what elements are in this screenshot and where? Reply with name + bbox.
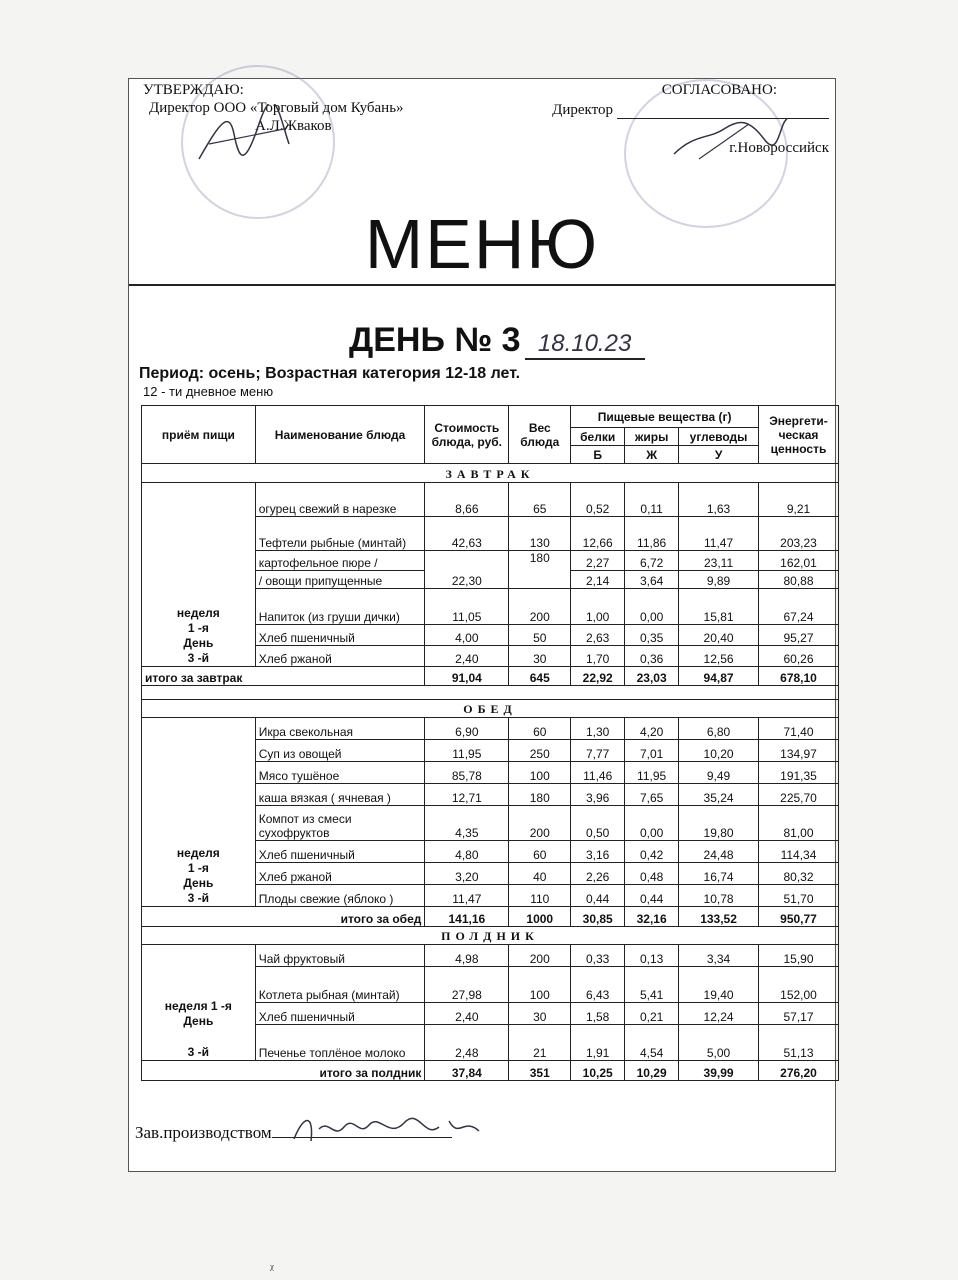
dish-cost: 4,98 [425, 945, 509, 967]
total-row-breakfast [142, 667, 839, 686]
header-meal: приём пищи [142, 406, 256, 464]
dish-cost: 6,90 [425, 718, 509, 740]
dish-protein: 1,58 [571, 1003, 625, 1025]
dish-weight: 180 [509, 784, 571, 806]
dish-carbs: 9,49 [679, 762, 759, 784]
dish-name: Чай фруктовый [255, 945, 425, 967]
total-label: итого за завтрак [142, 667, 425, 686]
table-row [142, 483, 839, 517]
header-protein: белки [571, 428, 625, 446]
dish-fat: 0,36 [625, 646, 679, 667]
dish-fat: 11,86 [625, 517, 679, 551]
section-breakfast: ЗАВТРАК [142, 464, 839, 483]
dish-energy: 162,01 [759, 551, 839, 571]
dish-cost: 11,05 [425, 589, 509, 625]
dish-name: огурец свежий в нарезке [255, 483, 425, 517]
dish-energy: 51,13 [759, 1025, 839, 1061]
dish-name: картофельное пюре / [255, 551, 425, 571]
dish-carbs: 11,47 [679, 517, 759, 551]
dish-fat: 0,00 [625, 589, 679, 625]
total-weight: 1000 [509, 907, 571, 927]
dish-name: Хлеб пшеничный [255, 1003, 425, 1025]
dish-weight: 60 [509, 718, 571, 740]
dish-weight: 100 [509, 967, 571, 1003]
footer-label: Зав.производством [135, 1123, 272, 1142]
meal-cell-breakfast: неделя 1 -я День 3 -й [142, 483, 256, 667]
dish-fat: 7,65 [625, 784, 679, 806]
spacer-row [142, 686, 839, 700]
dish-carbs: 23,11 [679, 551, 759, 571]
dish-protein: 0,44 [571, 885, 625, 907]
menu-table [141, 405, 839, 1081]
total-weight: 351 [509, 1061, 571, 1081]
scan-mark: ᵡ [270, 1262, 274, 1277]
dish-cost: 11,47 [425, 885, 509, 907]
dish-carbs: 20,40 [679, 625, 759, 646]
menu-sheet [128, 78, 836, 1172]
dish-name: Компот из смеси сухофруктов [255, 806, 425, 841]
dish-energy: 80,32 [759, 863, 839, 885]
dish-energy: 60,26 [759, 646, 839, 667]
approval-heading: УТВЕРЖДАЮ: [143, 82, 244, 98]
dish-protein: 3,16 [571, 841, 625, 863]
dish-cost: 4,80 [425, 841, 509, 863]
dish-energy: 67,24 [759, 589, 839, 625]
dish-cost: 22,30 [425, 551, 509, 589]
dish-weight: 40 [509, 863, 571, 885]
day-date: 18.10.23 [525, 330, 645, 360]
dish-name: Напиток (из груши дички) [255, 589, 425, 625]
agreement-city: г.Новороссийск [729, 140, 829, 156]
dish-name: Плоды свежие (яблоко ) [255, 885, 425, 907]
dish-energy: 225,70 [759, 784, 839, 806]
dish-carbs: 12,24 [679, 1003, 759, 1025]
dish-carbs: 10,78 [679, 885, 759, 907]
dish-fat: 7,01 [625, 740, 679, 762]
header-carbs-abbr: У [679, 446, 759, 464]
dish-protein: 1,00 [571, 589, 625, 625]
total-carbs: 94,87 [679, 667, 759, 686]
dish-energy: 57,17 [759, 1003, 839, 1025]
total-fat: 10,29 [625, 1061, 679, 1081]
dish-fat: 0,13 [625, 945, 679, 967]
dish-protein: 2,26 [571, 863, 625, 885]
dish-name: Хлеб ржаной [255, 863, 425, 885]
table-row [142, 718, 839, 740]
total-energy: 678,10 [759, 667, 839, 686]
dish-fat: 0,44 [625, 885, 679, 907]
dish-protein: 0,33 [571, 945, 625, 967]
dish-protein: 2,14 [571, 571, 625, 589]
dish-weight: 180 [509, 551, 571, 589]
dish-weight: 50 [509, 625, 571, 646]
agreement-position: Директор [552, 102, 613, 118]
header-energy: Энергети-ческая ценность [759, 406, 839, 464]
dish-fat: 0,48 [625, 863, 679, 885]
dish-name: Тефтели рыбные (минтай) [255, 517, 425, 551]
dish-carbs: 6,80 [679, 718, 759, 740]
cycle-note: 12 - ти дневное меню [143, 384, 274, 399]
total-cost: 91,04 [425, 667, 509, 686]
dish-energy: 134,97 [759, 740, 839, 762]
dish-protein: 3,96 [571, 784, 625, 806]
dish-carbs: 5,00 [679, 1025, 759, 1061]
dish-carbs: 9,89 [679, 571, 759, 589]
dish-protein: 11,46 [571, 762, 625, 784]
dish-carbs: 16,74 [679, 863, 759, 885]
dish-energy: 203,23 [759, 517, 839, 551]
dish-cost: 2,48 [425, 1025, 509, 1061]
dish-weight: 130 [509, 517, 571, 551]
dish-protein: 0,52 [571, 483, 625, 517]
dish-energy: 9,21 [759, 483, 839, 517]
dish-cost: 11,95 [425, 740, 509, 762]
header-protein-abbr: Б [571, 446, 625, 464]
dish-protein: 2,63 [571, 625, 625, 646]
dish-cost: 27,98 [425, 967, 509, 1003]
approval-person: А.Л.Жваков [255, 118, 332, 134]
dish-weight: 200 [509, 589, 571, 625]
dish-name: Хлеб пшеничный [255, 625, 425, 646]
dish-fat: 3,64 [625, 571, 679, 589]
section-snack: ПОЛДНИК [142, 927, 839, 945]
director-signature-icon [189, 104, 299, 174]
dish-protein: 6,43 [571, 967, 625, 1003]
day-label: ДЕНЬ № 3 [349, 321, 521, 359]
approval-position: Директор ООО «Торговый дом Кубань» [149, 100, 404, 116]
header-carbs: углеводы [679, 428, 759, 446]
dish-carbs: 19,40 [679, 967, 759, 1003]
dish-cost: 42,63 [425, 517, 509, 551]
dish-protein: 1,30 [571, 718, 625, 740]
day-heading [349, 321, 645, 360]
dish-energy: 95,27 [759, 625, 839, 646]
total-protein: 30,85 [571, 907, 625, 927]
dish-fat: 0,21 [625, 1003, 679, 1025]
header-nutrients: Пищевые вещества (г) [571, 406, 759, 428]
dish-weight: 200 [509, 806, 571, 841]
dish-carbs: 1,63 [679, 483, 759, 517]
total-row-snack [142, 1061, 839, 1081]
dish-fat: 0,35 [625, 625, 679, 646]
dish-weight: 100 [509, 762, 571, 784]
dish-protein: 1,70 [571, 646, 625, 667]
dish-carbs: 24,48 [679, 841, 759, 863]
total-fat: 23,03 [625, 667, 679, 686]
dish-energy: 71,40 [759, 718, 839, 740]
dish-cost: 4,00 [425, 625, 509, 646]
period-line: Период: осень; Возрастная категория 12-18 лет. [139, 365, 521, 382]
header-name: Наименование блюда [255, 406, 425, 464]
production-head-signature-icon [289, 1109, 489, 1149]
total-carbs: 39,99 [679, 1061, 759, 1081]
total-energy: 950,77 [759, 907, 839, 927]
dish-name: Хлеб ржаной [255, 646, 425, 667]
dish-cost: 85,78 [425, 762, 509, 784]
total-row-lunch [142, 907, 839, 927]
title-divider [129, 284, 835, 286]
dish-name: / овощи припущенные [255, 571, 425, 589]
dish-carbs: 10,20 [679, 740, 759, 762]
agreement-heading: СОГЛАСОВАНО: [661, 82, 777, 98]
dish-weight: 30 [509, 646, 571, 667]
dish-carbs: 35,24 [679, 784, 759, 806]
meal-cell-lunch: неделя 1 -я День 3 -й [142, 718, 256, 907]
dish-weight: 21 [509, 1025, 571, 1061]
total-cost: 141,16 [425, 907, 509, 927]
dish-cost: 2,40 [425, 1003, 509, 1025]
section-lunch: ОБЕД [142, 700, 839, 718]
dish-protein: 0,50 [571, 806, 625, 841]
total-fat: 32,16 [625, 907, 679, 927]
dish-fat: 5,41 [625, 967, 679, 1003]
total-protein: 22,92 [571, 667, 625, 686]
dish-energy: 15,90 [759, 945, 839, 967]
dish-fat: 11,95 [625, 762, 679, 784]
dish-energy: 114,34 [759, 841, 839, 863]
table-row [142, 945, 839, 967]
dish-weight: 30 [509, 1003, 571, 1025]
dish-weight: 65 [509, 483, 571, 517]
header-cost: Стоимость блюда, руб. [425, 406, 509, 464]
dish-protein: 12,66 [571, 517, 625, 551]
dish-energy: 81,00 [759, 806, 839, 841]
meal-cell-snack: неделя 1 -я День 3 -й [142, 945, 256, 1061]
total-protein: 10,25 [571, 1061, 625, 1081]
header-fat: жиры [625, 428, 679, 446]
dish-cost: 8,66 [425, 483, 509, 517]
dish-weight: 60 [509, 841, 571, 863]
dish-protein: 7,77 [571, 740, 625, 762]
dish-fat: 0,42 [625, 841, 679, 863]
total-carbs: 133,52 [679, 907, 759, 927]
header-weight: Вес блюда [509, 406, 571, 464]
dish-cost: 4,35 [425, 806, 509, 841]
total-cost: 37,84 [425, 1061, 509, 1081]
dish-cost: 12,71 [425, 784, 509, 806]
dish-name: Икра свекольная [255, 718, 425, 740]
dish-protein: 1,91 [571, 1025, 625, 1061]
dish-name: Суп из овощей [255, 740, 425, 762]
dish-energy: 191,35 [759, 762, 839, 784]
dish-name: Хлеб пшеничный [255, 841, 425, 863]
dish-carbs: 19,80 [679, 806, 759, 841]
dish-name: Печенье топлёное молоко [255, 1025, 425, 1061]
dish-fat: 4,20 [625, 718, 679, 740]
header-fat-abbr: Ж [625, 446, 679, 464]
dish-fat: 0,11 [625, 483, 679, 517]
dish-name: Котлета рыбная (минтай) [255, 967, 425, 1003]
dish-weight: 250 [509, 740, 571, 762]
dish-energy: 80,88 [759, 571, 839, 589]
dish-cost: 2,40 [425, 646, 509, 667]
dish-cost: 3,20 [425, 863, 509, 885]
dish-energy: 152,00 [759, 967, 839, 1003]
dish-name: Мясо тушёное [255, 762, 425, 784]
total-label: итого за обед [142, 907, 425, 927]
dish-carbs: 3,34 [679, 945, 759, 967]
dish-weight: 200 [509, 945, 571, 967]
total-label: итого за полдник [142, 1061, 425, 1081]
dish-carbs: 12,56 [679, 646, 759, 667]
dish-name: каша вязкая ( ячневая ) [255, 784, 425, 806]
total-weight: 645 [509, 667, 571, 686]
dish-carbs: 15,81 [679, 589, 759, 625]
page-title: МЕНЮ [364, 205, 600, 283]
agreement-signature-icon [669, 109, 789, 169]
dish-protein: 2,27 [571, 551, 625, 571]
dish-weight: 110 [509, 885, 571, 907]
dish-fat: 0,00 [625, 806, 679, 841]
dish-fat: 4,54 [625, 1025, 679, 1061]
dish-fat: 6,72 [625, 551, 679, 571]
dish-energy: 51,70 [759, 885, 839, 907]
total-energy: 276,20 [759, 1061, 839, 1081]
